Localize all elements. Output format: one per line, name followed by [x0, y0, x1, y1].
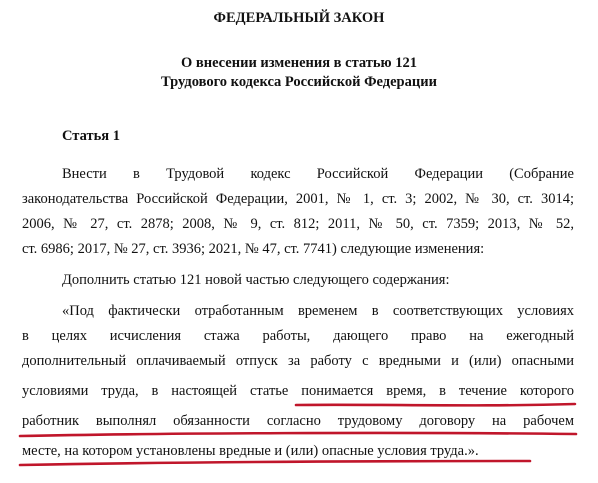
paragraph-line: 2006, № 27, ст. 2878; 2008, № 9, ст. 812; 2011, № 50, ст. 7359; 2013, № 52, — [22, 216, 574, 232]
paragraph-line: работник выполнял обязанности согласно трудовому договору на рабочем — [22, 413, 574, 429]
paragraph-line: Внести в Трудовой кодекс Российской Федерации (Собрание — [62, 166, 574, 182]
document-subtitle-line2: Трудового кодекса Российской Федерации — [161, 74, 437, 90]
paragraph-line: месте, на котором установлены вредные и (или) опасные условия труда.». — [22, 443, 479, 459]
highlight-underline — [296, 404, 575, 405]
paragraph-line: Дополнить статью 121 новой частью следующего содержания: — [62, 272, 450, 288]
article-heading: Статья 1 — [62, 128, 120, 144]
paragraph-line: законодательства Российской Федерации, 2001, № 1, ст. 3; 2002, № 30, ст. 3014; — [22, 191, 574, 207]
document-subtitle-line1: О внесении изменения в статью 121 — [180, 55, 417, 71]
paragraph-line: условиями труда, в настоящей статье понимается время, в течение которого — [22, 383, 574, 399]
document-type-title: ФЕДЕРАЛЬНЫЙ ЗАКОН — [213, 10, 385, 26]
paragraph-line: дополнительный оплачиваемый отпуск за работу с вредными и (или) опасными — [22, 353, 574, 369]
highlight-underline — [20, 433, 576, 436]
paragraph-line: ст. 6986; 2017, № 27, ст. 3936; 2021, № 47, ст. 7741) следующие изменения: — [22, 241, 485, 257]
paragraph-line: в целях исчисления стажа работы, дающего право на ежегодный — [22, 328, 574, 344]
highlight-underline — [20, 461, 530, 465]
paragraph-line: «Под фактически отработанным временем в соответствующих условиях — [62, 303, 574, 319]
